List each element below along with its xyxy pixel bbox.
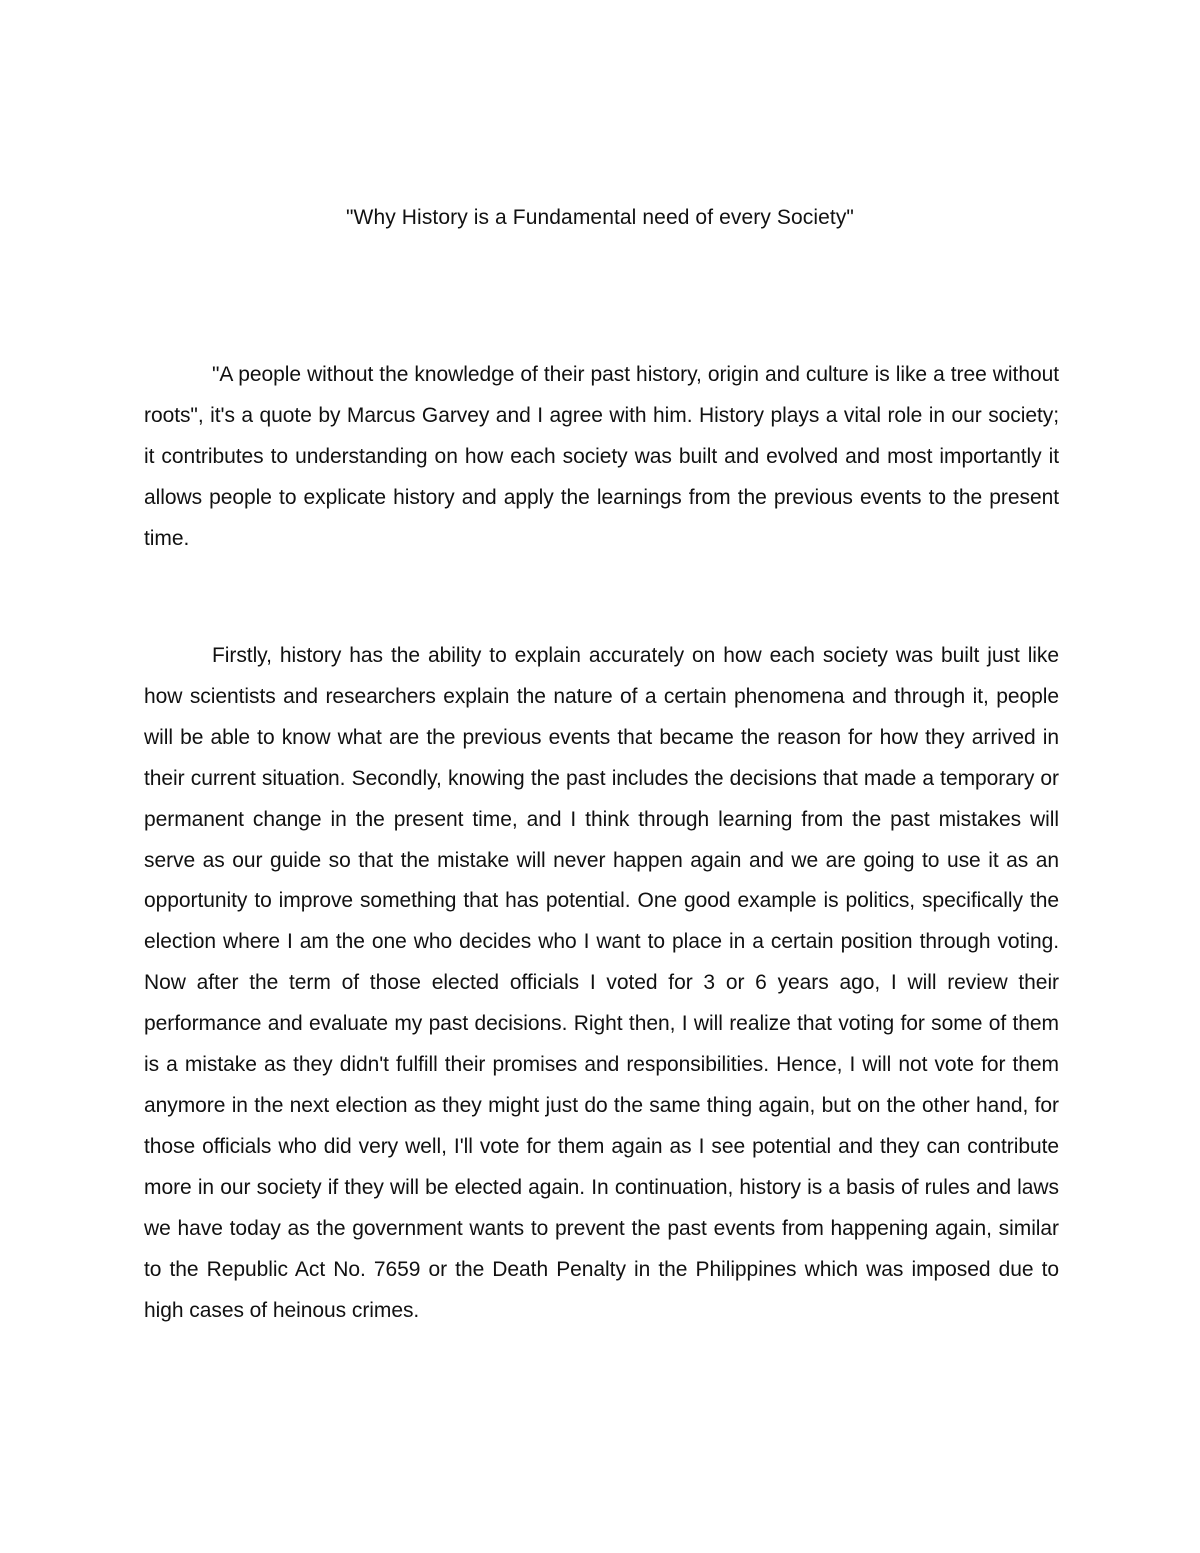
essay-title: "Why History is a Fundamental need of every Society" [346,206,854,229]
paragraph-intro: "A people without the knowledge of their past history, origin and culture is like a tree without roots", it's a quote by Marcus Garvey and I agree with him. History plays a vital role in our society; it contributes to understanding on how each society was built and evolved and most importantly it allows people to explicate history and apply the learnings from the previous events to the present time. [144,363,1059,550]
paragraph-body: Firstly, history has the ability to explain accurately on how each society was built just like how scientists and researchers explain the nature of a certain phenomena and through it, people will be able to know what are the previous events that became the reason for how they arrived in their current situation. Secondly, knowing the past includes the decisions that made a temporary or permanent change in the present time, and I think through learning from the past mistakes will serve as our guide so that the mistake will never happen again and we are going to use it as an opportunity to improve something that has potential. One good example is politics, specifically the election where I am the one who decides who I want to place in a certain position through voting. Now after the term of those elected officials I voted for 3 or 6 years ago, I will review their performance and evaluate my past decisions. Right then, I will realize that voting for some of them is a mistake as they didn't fulfill their promises and responsibilities. Hence, I will not vote for them anymore in the next election as they might just do the same thing again, but on the other hand, for those officials who did very well, I'll vote for them again as I see potential and they can contribute more in our society if they will be elected again. In continuation, history is a basis of rules and laws we have today as the government wants to prevent the past events from happening again, similar to the Republic Act No. 7659 or the Death Penalty in the Philippines which was imposed due to high cases of heinous crimes. [144,644,1059,1322]
